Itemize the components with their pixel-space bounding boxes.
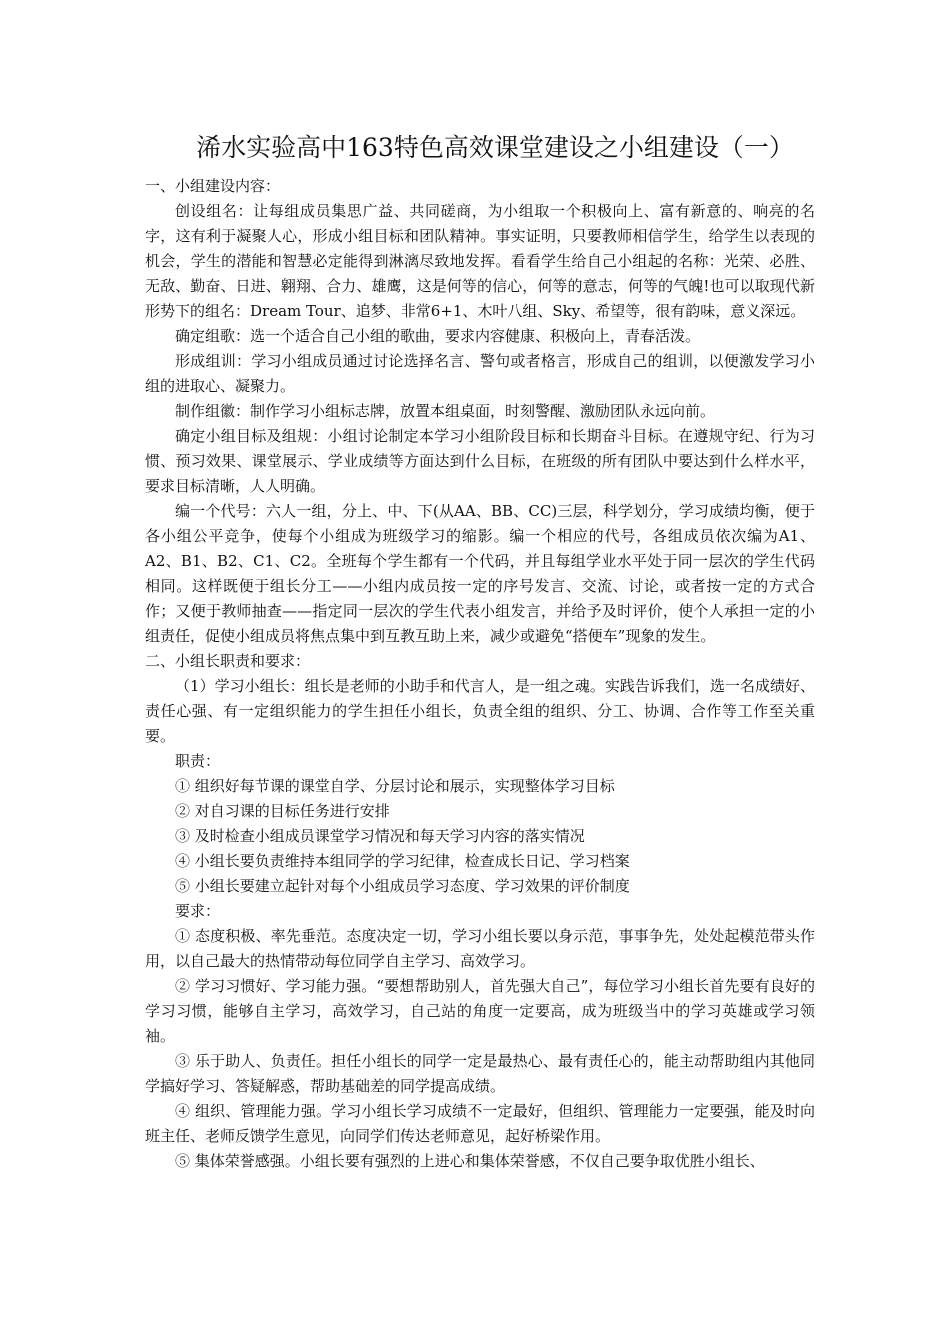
document-body	[145, 174, 815, 1174]
paragraph: 一、小组建设内容：	[145, 177, 281, 195]
paragraph: 确定小组目标及组规：小组讨论制定本学习小组阶段目标和长期奋斗目标。在遵规守纪、行为习惯、预习效果、课堂展示、学业成绩等方面达到什么目标，在班级的所有团队中要达到什么样水平，要求目标清晰，人人明确。	[145, 427, 815, 495]
paragraph: ③ 及时检查小组成员课堂学习情况和每天学习内容的落实情况	[175, 827, 585, 845]
paragraph: ④ 小组长要负责维持本组同学的学习纪律，检查成长日记、学习档案	[175, 852, 630, 870]
paragraph: ② 学习习惯好、学习能力强。“要想帮助别人，首先强大自己”，每位学习小组长首先要有良好的学习习惯，能够自主学习，高效学习，自己站的角度一定要高，成为班级当中的学习英雄或学习领袖。	[145, 977, 815, 1045]
paragraph: 要求：	[175, 902, 221, 920]
paragraph: ① 组织好每节课的课堂自学、分层讨论和展示，实现整体学习目标	[175, 777, 615, 795]
paragraph: ⑤ 集体荣誉感强。小组长要有强烈的上进心和集体荣誉感，不仅自己要争取优胜小组长、	[175, 1152, 765, 1170]
paragraph: 创设组名：让每组成员集思广益、共同磋商，为小组取一个积极向上、富有新意的、响亮的名字，这有利于凝聚人心，形成小组目标和团队精神。事实证明，只要教师相信学生，给学生以表现的机会，学生的潜能和智慧必定能得到淋漓尽致地发挥。看看学生给自己小组起的名称：光荣、必胜、无敌、勤奋、日进、翱翔、合力、雄鹰，这是何等的信心，何等的意志，何等的气魄!也可以取现代新形势下的组名：Dream Tour、追梦、非常6+1、木叶八组、Sky、希望等，很有韵味，意义深远。	[145, 202, 815, 320]
paragraph: 职责：	[175, 752, 221, 770]
paragraph: 制作组徽：制作学习小组标志牌，放置本组桌面，时刻警醒、激励团队永远向前。	[175, 402, 716, 420]
paragraph: ⑤ 小组长要建立起针对每个小组成员学习态度、学习效果的评价制度	[175, 877, 630, 895]
document-title: 浠水实验高中163特色高效课堂建设之小组建设（一）	[196, 133, 794, 162]
paragraph: 编一个代号：六人一组，分上、中、下(从AA、BB、CC)三层，科学划分，学习成绩均衡，便于各小组公平竞争，使每个小组成为班级学习的缩影。编一个相应的代号，各组成员依次编为A1、A2、B1、B2、C1、C2。全班每个学生都有一个代码，并且每组学业水平处于同一层次的学生代码相同。这样既便于组长分工——小组内成员按一定的序号发言、交流、讨论，或者按一定的方式合作；又便于教师抽查——指定同一层次的学生代表小组发言，并给予及时评价，使个人承担一定的小组责任，促使小组成员将焦点集中到互教互助上来，减少或避免“搭便车”现象的发生。	[145, 502, 815, 645]
paragraph: ④ 组织、管理能力强。学习小组长学习成绩不一定最好，但组织、管理能力一定要强，能及时向班主任、老师反馈学生意见，向同学们传达老师意见，起好桥梁作用。	[145, 1102, 815, 1145]
paragraph: ③ 乐于助人、负责任。担任小组长的同学一定是最热心、最有责任心的，能主动帮助组内其他同学搞好学习、答疑解惑，帮助基础差的同学提高成绩。	[145, 1052, 815, 1095]
paragraph: 二、小组长职责和要求：	[145, 652, 311, 670]
paragraph: （1）学习小组长：组长是老师的小助手和代言人，是一组之魂。实践告诉我们，选一名成绩好、责任心强、有一定组织能力的学生担任小组长，负责全组的组织、分工、协调、合作等工作至关重要。	[145, 677, 815, 745]
paragraph: ② 对自习课的目标任务进行安排	[175, 802, 390, 820]
paragraph: 形成组训：学习小组成员通过讨论选择名言、警句或者格言，形成自己的组训，以便激发学习小组的进取心、凝聚力。	[145, 352, 815, 395]
paragraph: ① 态度积极、率先垂范。态度决定一切，学习小组长要以身示范，事事争先，处处起模范带头作用，以自己最大的热情带动每位同学自主学习、高效学习。	[145, 927, 815, 970]
paragraph: 确定组歌：选一个适合自己小组的歌曲，要求内容健康、积极向上，青春活泼。	[175, 327, 701, 345]
